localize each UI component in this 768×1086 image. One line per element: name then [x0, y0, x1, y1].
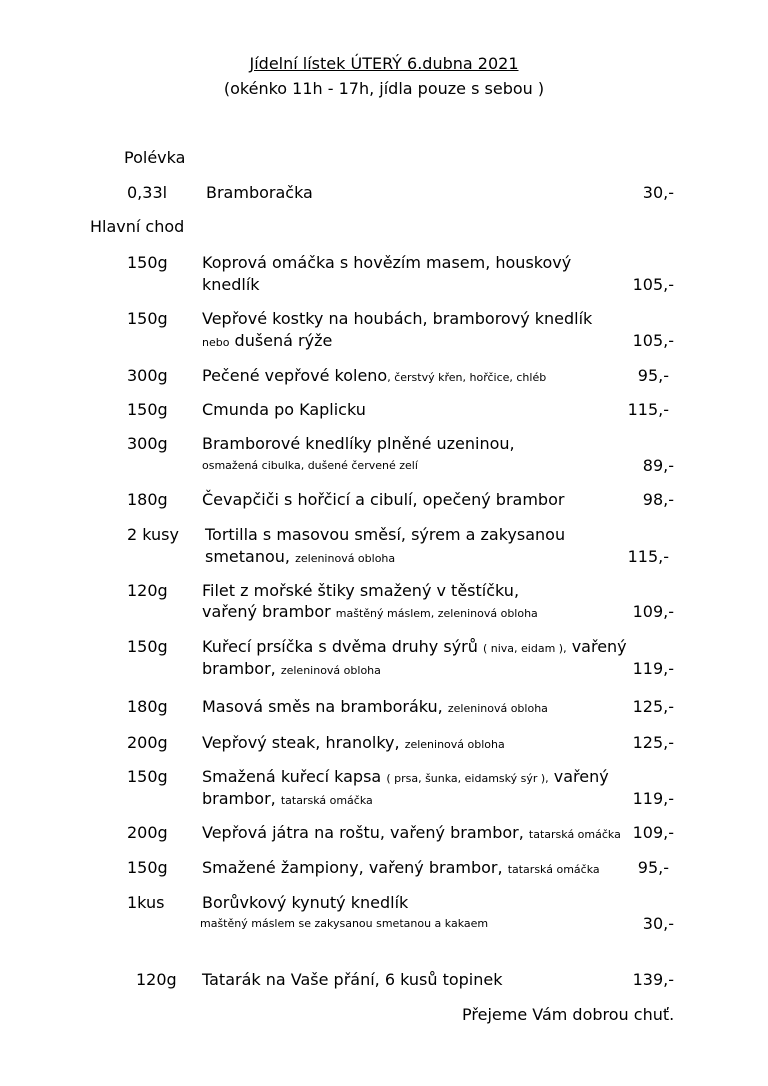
item-row-text — [202, 733, 505, 752]
item-name: Pečené vepřové koleno — [202, 366, 388, 385]
menu-title: Jídelní lístek ÚTERÝ 6.dubna 2021 — [249, 54, 519, 73]
item-qty: 300g — [127, 434, 168, 453]
item-qty: 2 kusy — [127, 525, 179, 544]
item-note: maštěný máslem, zeleninová obloha — [335, 607, 538, 620]
item-price: 95,- — [637, 858, 669, 877]
item-row-text — [202, 823, 621, 842]
item-note: zeleninová obloha — [280, 664, 381, 677]
item-name: Tatarák na Vaše přání, 6 kusů topinek — [202, 970, 503, 989]
item-name: Smažené žampiony, vařený brambor, — [202, 858, 503, 877]
item-name-cont — [202, 331, 332, 350]
item-price: 125,- — [632, 733, 674, 752]
item-qty: 150g — [127, 767, 168, 786]
item-name-cont — [202, 659, 381, 678]
item-note: tatarská omáčka — [507, 863, 600, 876]
item-price: 119,- — [632, 789, 674, 808]
item-qty: 150g — [127, 309, 168, 328]
item-note: ( niva, eidam ), — [482, 642, 567, 655]
item-price: 139,- — [632, 970, 674, 989]
section-main: Hlavní chod — [90, 217, 185, 236]
item-note: osmažená cibulka, dušené červené zelí — [202, 459, 418, 472]
item-name: Koprová omáčka s hovězím masem, houskový — [202, 253, 572, 272]
item-name: Borůvkový kynutý knedlík — [202, 893, 409, 912]
item-qty: 1kus — [127, 893, 165, 912]
item-name: Cmunda po Kaplicku — [202, 400, 366, 419]
item-name-cont — [202, 602, 538, 621]
item-note: ( prsa, šunka, eidamský sýr ), — [386, 772, 549, 785]
item-note: tatarská omáčka — [280, 794, 373, 807]
item-note: maštěný máslem se zakysanou smetanou a kakaem — [200, 917, 489, 930]
item-price: 89,- — [642, 456, 674, 475]
item-price: 109,- — [632, 823, 674, 842]
item-note: zeleninová obloha — [447, 702, 548, 715]
item-name: Smažená kuřecí kapsa — [202, 767, 382, 786]
item-name: Bramboračka — [206, 183, 313, 202]
item-qty: 180g — [127, 490, 168, 509]
item-qty: 200g — [127, 733, 168, 752]
item-name: Vepřový steak, hranolky, — [202, 733, 400, 752]
item-price: 95,- — [637, 366, 669, 385]
item-price: 105,- — [632, 275, 674, 294]
item-price: 125,- — [632, 697, 674, 716]
item-qty: 150g — [127, 858, 168, 877]
item-price: 98,- — [642, 490, 674, 509]
item-qty: 0,33l — [127, 183, 168, 202]
item-note: tatarská omáčka — [528, 828, 621, 841]
item-name: Čevapčiči s hořčicí a cibulí, opečený brambor — [202, 490, 565, 509]
menu-subtitle: (okénko 11h - 17h, jídla pouze s sebou ) — [223, 79, 545, 98]
item-name: Masová směs na bramboráku, — [202, 697, 443, 716]
item-price: 109,- — [632, 602, 674, 621]
item-price: 105,- — [632, 331, 674, 350]
item-note: nebo — [202, 336, 230, 349]
item-name: Vepřové kostky na houbách, bramborový knedlík — [202, 309, 593, 328]
item-name: Bramborové knedlíky plněné uzeninou, — [202, 434, 515, 453]
item-price: 30,- — [642, 183, 674, 202]
item-name: Filet z mořské štiky smažený v těstíčku, — [202, 581, 520, 600]
item-note: zeleninová obloha — [295, 552, 396, 565]
item-row-text — [202, 366, 546, 385]
item-row-text — [202, 858, 600, 877]
item-name-cont — [205, 547, 395, 566]
item-qty: 120g — [127, 581, 168, 600]
item-note: zeleninová obloha — [404, 738, 505, 751]
item-row-text — [202, 767, 609, 786]
item-price: 115,- — [627, 400, 669, 419]
item-price: 119,- — [632, 659, 674, 678]
item-qty: 180g — [127, 697, 168, 716]
item-row-text — [202, 637, 627, 656]
item-name-cont: knedlík — [202, 275, 260, 294]
item-name-part: vařený — [553, 767, 609, 786]
footer-greeting: Přejeme Vám dobrou chuť. — [462, 1005, 675, 1024]
item-name-part: vařený — [571, 637, 627, 656]
item-qty: 300g — [127, 366, 168, 385]
item-name-part: vařený brambor — [202, 602, 331, 621]
item-qty: 150g — [127, 400, 168, 419]
item-name-part: smetanou, — [205, 547, 290, 566]
item-name: Vepřová játra na roštu, vařený brambor, — [202, 823, 524, 842]
item-note: , čerstvý křen, hořčice, chléb — [387, 371, 547, 384]
item-row-text — [202, 697, 548, 716]
item-name-part: dušená rýže — [234, 331, 333, 350]
item-qty: 200g — [127, 823, 168, 842]
item-qty: 120g — [136, 970, 177, 989]
item-name: Tortilla s masovou směsí, sýrem a zakysanou — [205, 525, 566, 544]
item-qty: 150g — [127, 637, 168, 656]
item-price: 30,- — [642, 914, 674, 933]
item-name-part: brambor, — [202, 659, 276, 678]
item-price: 115,- — [627, 547, 669, 566]
item-name-cont — [202, 789, 373, 808]
item-name: Kuřecí prsíčka s dvěma druhy sýrů — [202, 637, 478, 656]
item-qty: 150g — [127, 253, 168, 272]
section-soup: Polévka — [124, 148, 186, 167]
item-name-part: brambor, — [202, 789, 276, 808]
